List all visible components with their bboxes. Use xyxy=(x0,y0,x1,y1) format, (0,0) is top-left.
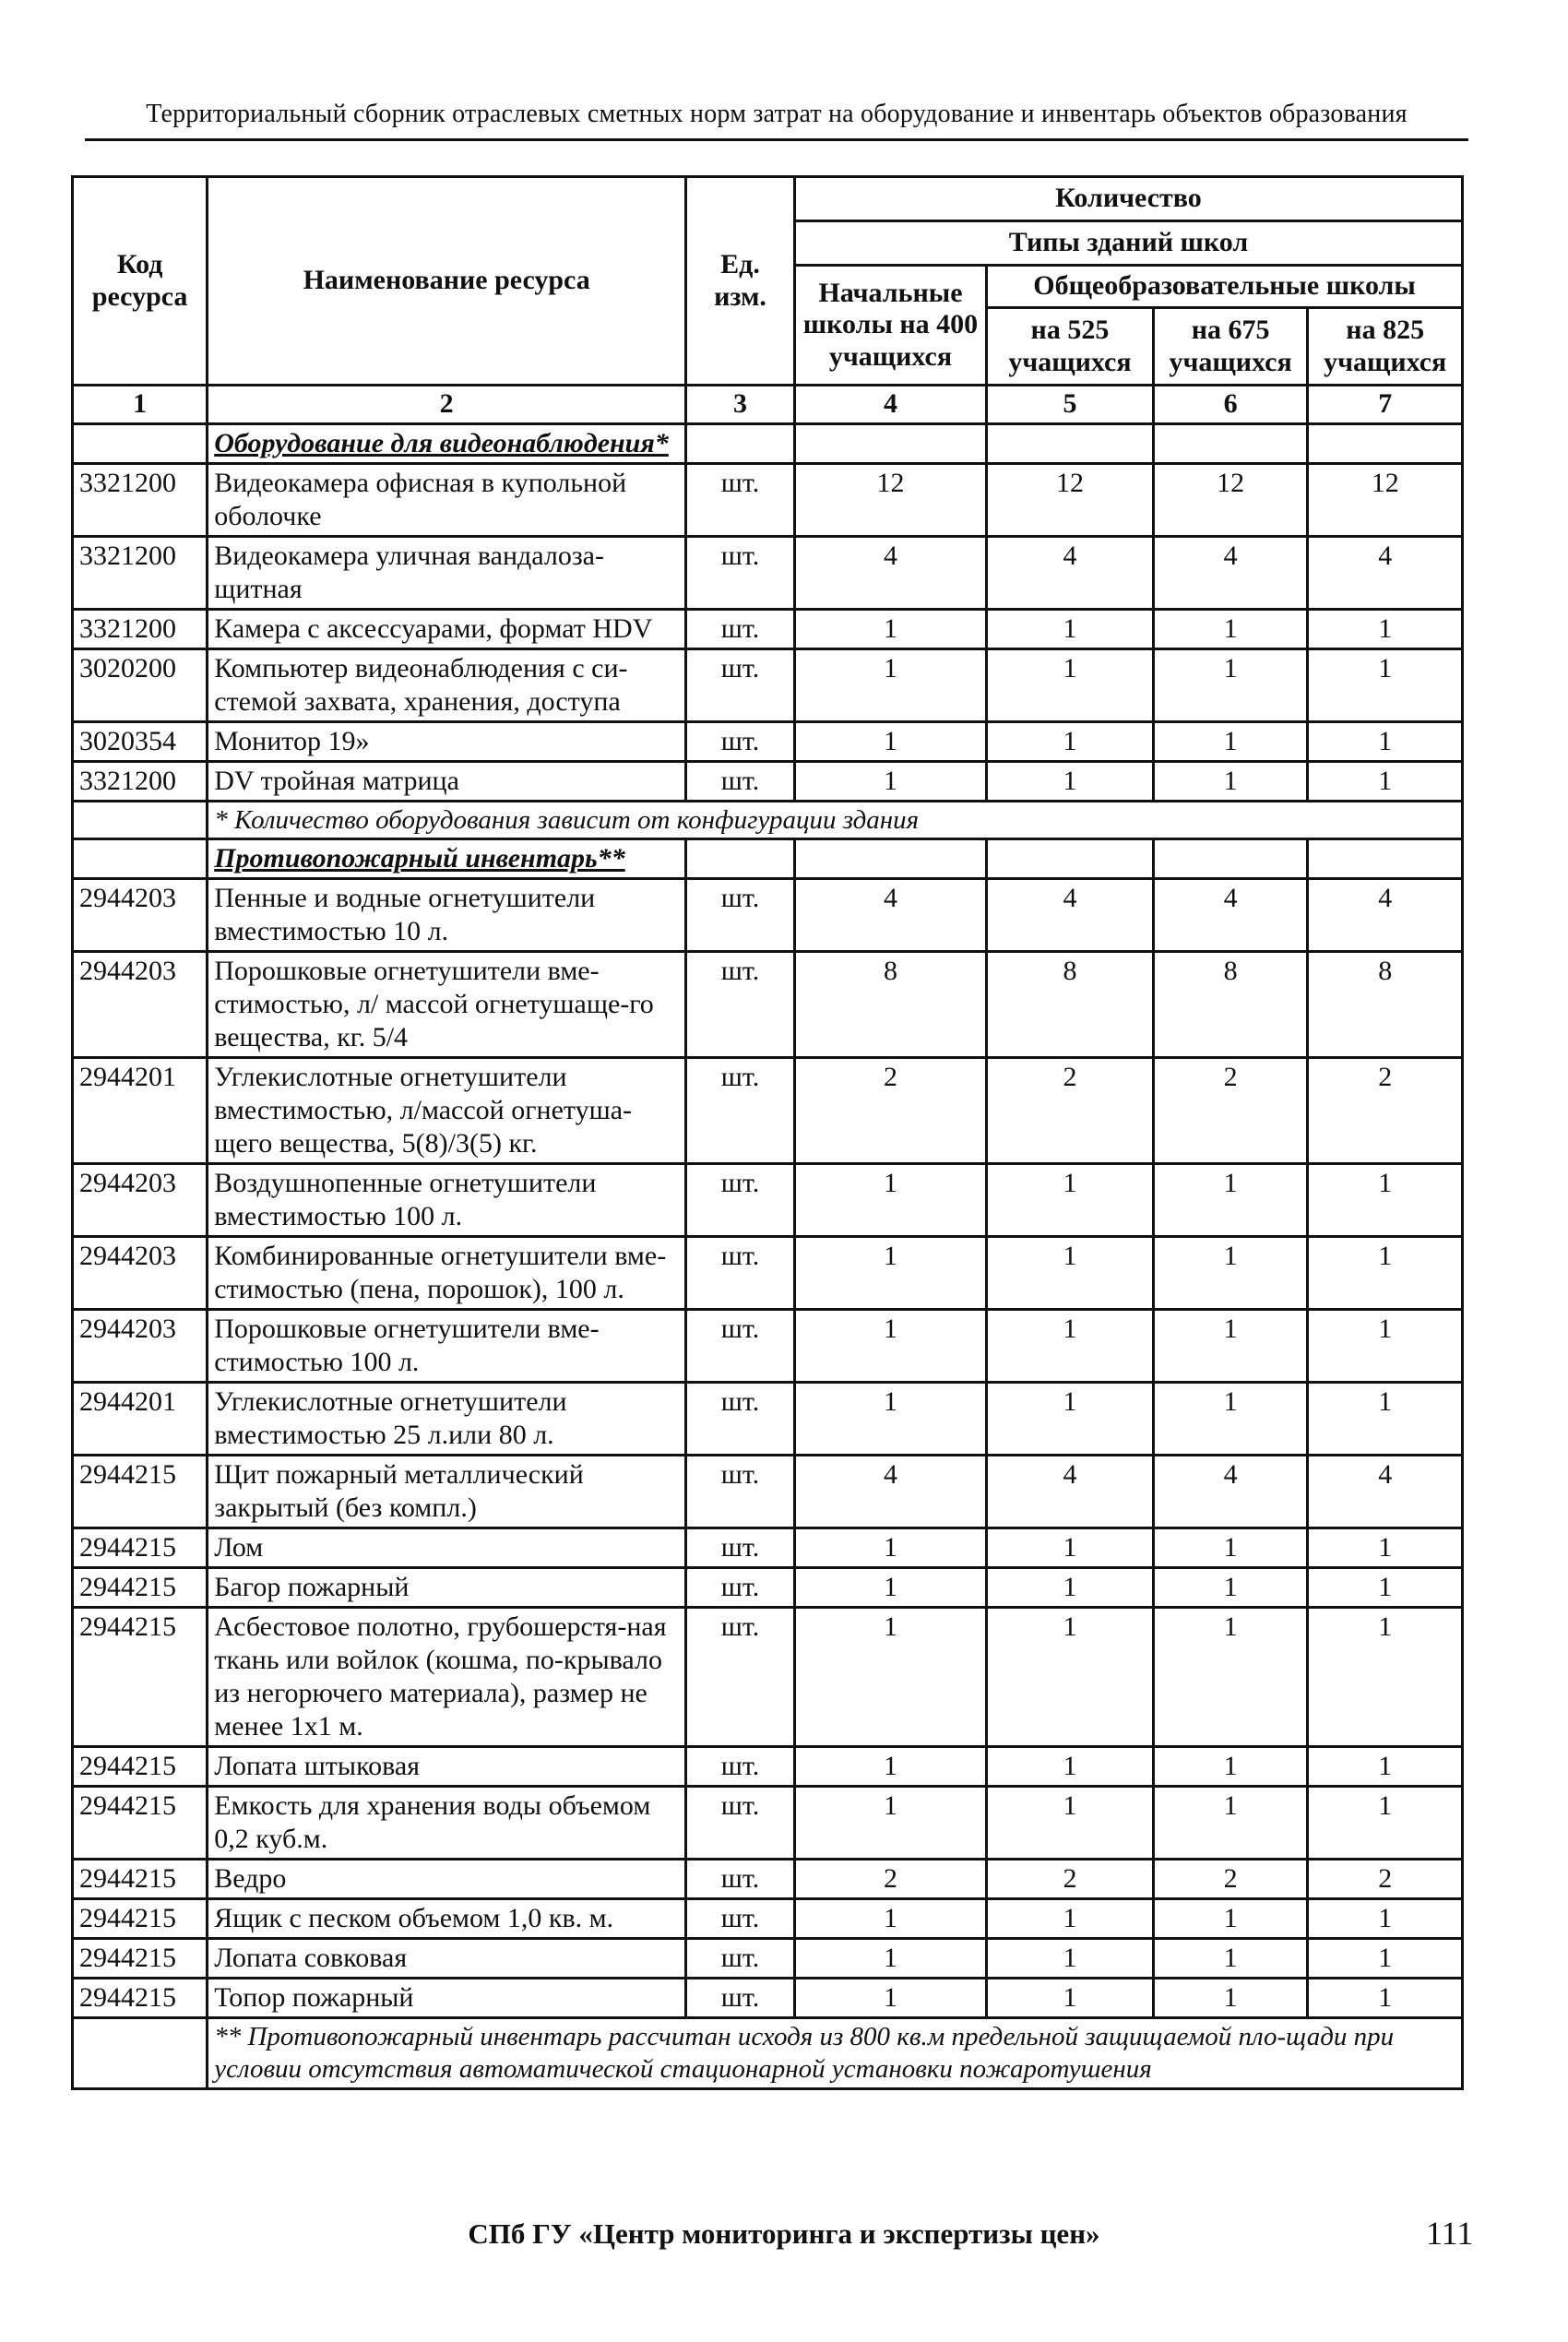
resource-code: 2944203 xyxy=(73,879,208,952)
table-row xyxy=(73,761,1463,801)
resource-code: 3020354 xyxy=(73,721,208,761)
quantity-cell: 1 xyxy=(1153,1164,1308,1237)
resource-unit: шт. xyxy=(686,1528,795,1568)
table-row xyxy=(73,1310,1463,1383)
resource-code: 3321200 xyxy=(73,536,208,609)
page-number: 111 xyxy=(1426,2215,1474,2252)
resource-name: Компьютер видеонаблюдения с си-стемой захвата, хранения, доступа xyxy=(208,648,686,721)
section-blank-cell xyxy=(794,423,986,463)
quantity-cell: 1 xyxy=(1308,1383,1463,1456)
resource-code: 2944215 xyxy=(73,1787,208,1860)
section-blank-cell xyxy=(1308,839,1463,879)
quantity-cell: 1 xyxy=(1308,721,1463,761)
resource-name: Асбестовое полотно, грубошерстя-ная ткань или войлок (кошма, по-крывало из негорючего материала), размер не менее 1х1 м. xyxy=(208,1608,686,1747)
resource-unit: шт. xyxy=(686,609,795,648)
quantity-cell: 12 xyxy=(987,463,1154,536)
quantity-cell: 1 xyxy=(794,1608,986,1747)
quantity-cell: 1 xyxy=(987,1237,1154,1310)
quantity-cell: 1 xyxy=(987,1747,1154,1787)
quantity-cell: 8 xyxy=(794,952,986,1058)
table-row xyxy=(73,1899,1463,1939)
quantity-cell: 1 xyxy=(987,1787,1154,1860)
resource-name: Монитор 19» xyxy=(208,721,686,761)
resource-code: 2944203 xyxy=(73,1310,208,1383)
quantity-cell: 12 xyxy=(794,463,986,536)
table-row xyxy=(73,1237,1463,1310)
resource-name: Углекислотные огнетушители вместимостью 25 л.или 80 л. xyxy=(208,1383,686,1456)
resource-unit: шт. xyxy=(686,463,795,536)
resource-unit: шт. xyxy=(686,1164,795,1237)
quantity-cell: 1 xyxy=(1308,1164,1463,1237)
quantity-cell: 1 xyxy=(1308,1939,1463,1979)
quantity-cell: 4 xyxy=(1153,879,1308,952)
resource-unit: шт. xyxy=(686,879,795,952)
column-number: 1 xyxy=(73,386,208,424)
column-number: 3 xyxy=(686,386,795,424)
quantity-cell: 1 xyxy=(987,1939,1154,1979)
section-blank-cell xyxy=(686,423,795,463)
section-title: Оборудование для видеонаблюдения* xyxy=(208,423,686,463)
resource-code: 2944215 xyxy=(73,1568,208,1608)
table-row xyxy=(73,609,1463,648)
header-primary: Начальные школы на 400 учащихся xyxy=(794,266,986,386)
section-blank-cell xyxy=(1153,839,1308,879)
quantity-cell: 1 xyxy=(1153,1939,1308,1979)
resource-table xyxy=(71,175,1464,2090)
resource-code: 2944215 xyxy=(73,1860,208,1899)
resource-unit: шт. xyxy=(686,1456,795,1528)
quantity-cell: 2 xyxy=(1153,1860,1308,1899)
resource-unit: шт. xyxy=(686,1058,795,1164)
note-row xyxy=(73,801,1463,839)
table-row xyxy=(73,1456,1463,1528)
header-unit: Ед. изм. xyxy=(686,177,795,386)
note-code-blank xyxy=(73,801,208,839)
resource-name: Ящик с песком объемом 1,0 кв. м. xyxy=(208,1899,686,1939)
column-number: 4 xyxy=(794,386,986,424)
resource-name: Багор пожарный xyxy=(208,1568,686,1608)
quantity-cell: 12 xyxy=(1308,463,1463,536)
column-number: 6 xyxy=(1153,386,1308,424)
quantity-cell: 1 xyxy=(987,1608,1154,1747)
quantity-cell: 8 xyxy=(987,952,1154,1058)
resource-unit: шт. xyxy=(686,1939,795,1979)
table-row xyxy=(73,1164,1463,1237)
section-title: Противопожарный инвентарь** xyxy=(208,839,686,879)
resource-code: 3321200 xyxy=(73,761,208,801)
header-general: Общеобразовательные школы xyxy=(987,266,1463,308)
table-row xyxy=(73,879,1463,952)
quantity-cell: 8 xyxy=(1153,952,1308,1058)
resource-code: 2944201 xyxy=(73,1383,208,1456)
quantity-cell: 2 xyxy=(1153,1058,1308,1164)
quantity-cell: 4 xyxy=(794,1456,986,1528)
resource-code: 2944203 xyxy=(73,952,208,1058)
header-rule xyxy=(85,138,1468,141)
resource-code: 3321200 xyxy=(73,463,208,536)
quantity-cell: 1 xyxy=(1153,1528,1308,1568)
quantity-cell: 1 xyxy=(1308,1608,1463,1747)
quantity-cell: 1 xyxy=(1308,609,1463,648)
resource-name: Комбинированные огнетушители вме-стимостью (пена, порошок), 100 л. xyxy=(208,1237,686,1310)
resource-unit: шт. xyxy=(686,536,795,609)
section-blank-cell xyxy=(987,839,1154,879)
quantity-cell: 1 xyxy=(794,609,986,648)
quantity-cell: 1 xyxy=(987,1383,1154,1456)
resource-name: Лопата совковая xyxy=(208,1939,686,1979)
quantity-cell: 1 xyxy=(1153,609,1308,648)
running-header: Территориальный сборник отраслевых сметных норм затрат на оборудование и инвентарь объектов образования xyxy=(146,100,1408,128)
section-blank-cell xyxy=(1153,423,1308,463)
resource-name: Емкость для хранения воды объемом 0,2 куб.м. xyxy=(208,1787,686,1860)
quantity-cell: 1 xyxy=(794,761,986,801)
quantity-cell: 1 xyxy=(1153,761,1308,801)
quantity-cell: 1 xyxy=(794,1787,986,1860)
table-row xyxy=(73,463,1463,536)
quantity-cell: 1 xyxy=(987,609,1154,648)
quantity-cell: 4 xyxy=(1308,536,1463,609)
section-code-blank xyxy=(73,839,208,879)
header-s525: на 525 учащихся xyxy=(987,308,1154,386)
quantity-cell: 1 xyxy=(794,1164,986,1237)
table-body xyxy=(73,423,1463,2088)
table-row xyxy=(73,1747,1463,1787)
section-row xyxy=(73,839,1463,879)
resource-code: 2944203 xyxy=(73,1237,208,1310)
section-blank-cell xyxy=(794,839,986,879)
quantity-cell: 1 xyxy=(794,648,986,721)
quantity-cell: 4 xyxy=(987,879,1154,952)
quantity-cell: 4 xyxy=(987,1456,1154,1528)
resource-unit: шт. xyxy=(686,1860,795,1899)
table-row xyxy=(73,1528,1463,1568)
resource-code: 3321200 xyxy=(73,609,208,648)
quantity-cell: 1 xyxy=(1153,1568,1308,1608)
quantity-cell: 1 xyxy=(1153,648,1308,721)
quantity-cell: 1 xyxy=(1308,1899,1463,1939)
resource-name: Лом xyxy=(208,1528,686,1568)
header-building-types: Типы зданий школ xyxy=(794,221,1462,266)
resource-unit: шт. xyxy=(686,1237,795,1310)
resource-code: 2944215 xyxy=(73,1456,208,1528)
table-row xyxy=(73,1383,1463,1456)
resource-name: Порошковые огнетушители вме-стимостью, л/ массой огнетушаще-го вещества, кг. 5/4 xyxy=(208,952,686,1058)
quantity-cell: 1 xyxy=(987,1310,1154,1383)
table-row xyxy=(73,952,1463,1058)
quantity-cell: 2 xyxy=(1308,1058,1463,1164)
resource-unit: шт. xyxy=(686,721,795,761)
section-row xyxy=(73,423,1463,463)
quantity-cell: 1 xyxy=(1308,761,1463,801)
resource-code: 2944215 xyxy=(73,1939,208,1979)
quantity-cell: 1 xyxy=(987,1568,1154,1608)
resource-code: 2944203 xyxy=(73,1164,208,1237)
resource-code: 2944215 xyxy=(73,1747,208,1787)
quantity-cell: 1 xyxy=(1153,1899,1308,1939)
resource-unit: шт. xyxy=(686,1899,795,1939)
resource-code: 2944201 xyxy=(73,1058,208,1164)
quantity-cell: 1 xyxy=(794,1310,986,1383)
quantity-cell: 4 xyxy=(1308,1456,1463,1528)
quantity-cell: 1 xyxy=(1308,1979,1463,2018)
quantity-cell: 1 xyxy=(794,1979,986,2018)
quantity-cell: 1 xyxy=(794,1747,986,1787)
table-row xyxy=(73,1787,1463,1860)
column-number: 7 xyxy=(1308,386,1463,424)
resource-name: DV тройная матрица xyxy=(208,761,686,801)
resource-code: 2944215 xyxy=(73,1608,208,1747)
quantity-cell: 1 xyxy=(1308,1528,1463,1568)
quantity-cell: 1 xyxy=(1153,1747,1308,1787)
quantity-cell: 1 xyxy=(1308,1568,1463,1608)
resource-unit: шт. xyxy=(686,1310,795,1383)
section-blank-cell xyxy=(686,839,795,879)
section-note: ** Противопожарный инвентарь рассчитан исходя из 800 кв.м предельной защищаемой пло-щади при условии отсутствия автоматической стационарной установки пожаротушения xyxy=(208,2018,1463,2089)
quantity-cell: 1 xyxy=(1308,648,1463,721)
resource-name: Лопата штыковая xyxy=(208,1747,686,1787)
quantity-cell: 1 xyxy=(987,1164,1154,1237)
resource-name: Воздушнопенные огнетушители вместимостью 100 л. xyxy=(208,1164,686,1237)
section-code-blank xyxy=(73,423,208,463)
quantity-cell: 4 xyxy=(794,879,986,952)
header-name: Наименование ресурса xyxy=(208,177,686,386)
resource-code: 2944215 xyxy=(73,1979,208,2018)
table-row xyxy=(73,648,1463,721)
resource-unit: шт. xyxy=(686,761,795,801)
resource-name: Видеокамера офисная в купольной оболочке xyxy=(208,463,686,536)
resource-name: Топор пожарный xyxy=(208,1979,686,2018)
quantity-cell: 4 xyxy=(1308,879,1463,952)
header-quantity: Количество xyxy=(794,177,1462,221)
resource-unit: шт. xyxy=(686,1787,795,1860)
resource-code: 3020200 xyxy=(73,648,208,721)
quantity-cell: 2 xyxy=(794,1860,986,1899)
footer-organization: СПб ГУ «Центр мониторинга и экспертизы цен» xyxy=(468,2217,1100,2250)
quantity-cell: 1 xyxy=(1153,1310,1308,1383)
quantity-cell: 1 xyxy=(987,761,1154,801)
quantity-cell: 4 xyxy=(1153,1456,1308,1528)
header-code: Код ресурса xyxy=(73,177,208,386)
section-blank-cell xyxy=(987,423,1154,463)
resource-name: Ведро xyxy=(208,1860,686,1899)
note-row xyxy=(73,2018,1463,2089)
quantity-cell: 1 xyxy=(794,1568,986,1608)
quantity-cell: 1 xyxy=(987,1979,1154,2018)
column-number: 5 xyxy=(987,386,1154,424)
quantity-cell: 12 xyxy=(1153,463,1308,536)
quantity-cell: 1 xyxy=(794,1528,986,1568)
quantity-cell: 1 xyxy=(794,1383,986,1456)
quantity-cell: 1 xyxy=(1153,1608,1308,1747)
resource-name: Щит пожарный металлический закрытый (без компл.) xyxy=(208,1456,686,1528)
quantity-cell: 4 xyxy=(1153,536,1308,609)
quantity-cell: 1 xyxy=(1153,1787,1308,1860)
resource-name: Видеокамера уличная вандалоза-щитная xyxy=(208,536,686,609)
quantity-cell: 1 xyxy=(1153,721,1308,761)
table-row xyxy=(73,1568,1463,1608)
table-row xyxy=(73,1608,1463,1747)
resource-unit: шт. xyxy=(686,1383,795,1456)
resource-code: 2944215 xyxy=(73,1528,208,1568)
resource-name: Порошковые огнетушители вме-стимостью 100 л. xyxy=(208,1310,686,1383)
section-note: * Количество оборудования зависит от конфигурации здания xyxy=(208,801,1463,839)
quantity-cell: 1 xyxy=(1308,1237,1463,1310)
quantity-cell: 4 xyxy=(794,536,986,609)
quantity-cell: 1 xyxy=(1308,1747,1463,1787)
resource-unit: шт. xyxy=(686,1608,795,1747)
table-row xyxy=(73,1058,1463,1164)
quantity-cell: 2 xyxy=(794,1058,986,1164)
quantity-cell: 1 xyxy=(1153,1979,1308,2018)
resource-unit: шт. xyxy=(686,648,795,721)
table-row xyxy=(73,721,1463,761)
table-row xyxy=(73,1939,1463,1979)
quantity-cell: 1 xyxy=(987,721,1154,761)
quantity-cell: 1 xyxy=(1308,1787,1463,1860)
quantity-cell: 1 xyxy=(794,1899,986,1939)
column-number: 2 xyxy=(208,386,686,424)
resource-unit: шт. xyxy=(686,1568,795,1608)
quantity-cell: 1 xyxy=(794,1939,986,1979)
resource-unit: шт. xyxy=(686,1747,795,1787)
quantity-cell: 1 xyxy=(794,721,986,761)
quantity-cell: 1 xyxy=(794,1237,986,1310)
resource-name: Камера с аксессуарами, формат HDV xyxy=(208,609,686,648)
quantity-cell: 4 xyxy=(987,536,1154,609)
resource-name: Пенные и водные огнетушители вместимостью 10 л. xyxy=(208,879,686,952)
resource-name: Углекислотные огнетушители вместимостью, л/массой огнетуша-щего вещества, 5(8)/3(5) кг. xyxy=(208,1058,686,1164)
section-blank-cell xyxy=(1308,423,1463,463)
column-number-row xyxy=(73,386,1463,424)
quantity-cell: 1 xyxy=(1153,1383,1308,1456)
table-row xyxy=(73,1979,1463,2018)
quantity-cell: 1 xyxy=(987,1528,1154,1568)
quantity-cell: 1 xyxy=(987,1899,1154,1939)
resource-code: 2944215 xyxy=(73,1899,208,1939)
header-s825: на 825 учащихся xyxy=(1308,308,1463,386)
table-row xyxy=(73,536,1463,609)
note-code-blank xyxy=(73,2018,208,2089)
quantity-cell: 1 xyxy=(1153,1237,1308,1310)
quantity-cell: 1 xyxy=(1308,1310,1463,1383)
table-row xyxy=(73,1860,1463,1899)
quantity-cell: 2 xyxy=(987,1860,1154,1899)
header-s675: на 675 учащихся xyxy=(1153,308,1308,386)
quantity-cell: 2 xyxy=(1308,1860,1463,1899)
quantity-cell: 8 xyxy=(1308,952,1463,1058)
resource-unit: шт. xyxy=(686,952,795,1058)
quantity-cell: 2 xyxy=(987,1058,1154,1164)
resource-unit: шт. xyxy=(686,1979,795,2018)
quantity-cell: 1 xyxy=(987,648,1154,721)
